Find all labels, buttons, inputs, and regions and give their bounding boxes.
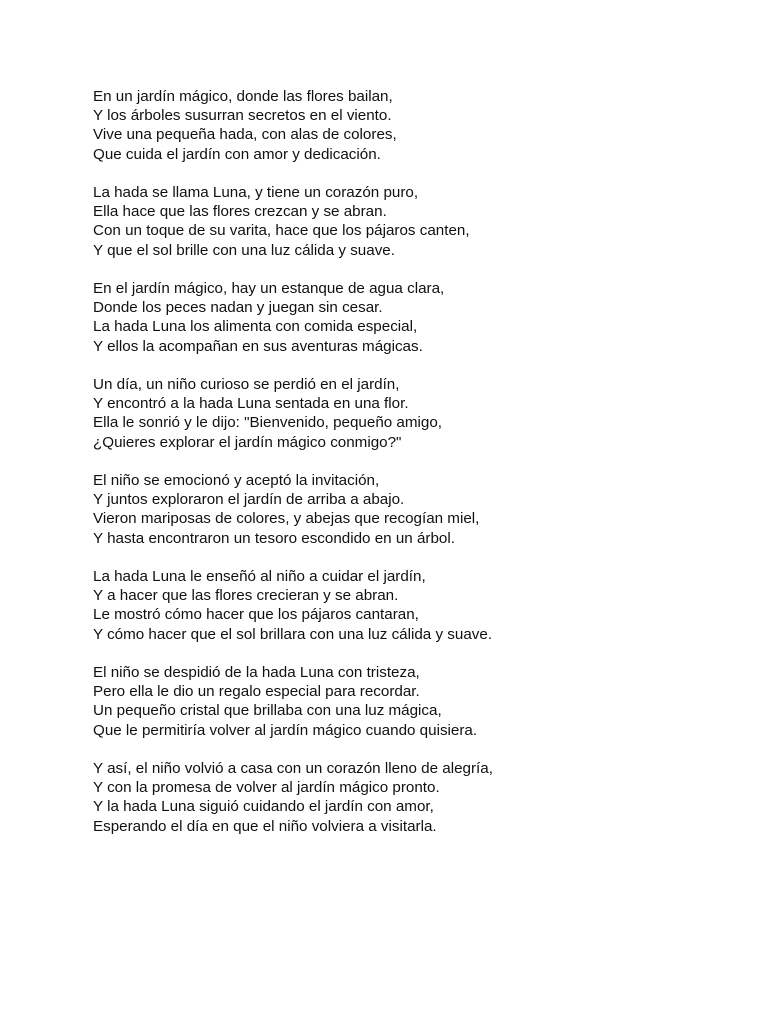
poem-line: La hada Luna le enseñó al niño a cuidar el jardín, [93, 568, 426, 585]
poem-body [93, 87, 713, 855]
poem-line: Le mostró cómo hacer que los pájaros cantaran, [93, 606, 419, 624]
poem-line: Un día, un niño curioso se perdió en el jardín, [93, 376, 400, 393]
poem-line: Que cuida el jardín con amor y dedicación. [93, 145, 381, 163]
stanza-8 [93, 759, 713, 836]
stanza-2 [93, 183, 713, 260]
poem-line: Y hasta encontraron un tesoro escondido en un árbol. [93, 529, 455, 547]
poem-line: Y la hada Luna siguió cuidando el jardín con amor, [93, 798, 434, 816]
poem-line: El niño se despidió de la hada Luna con tristeza, [93, 664, 420, 681]
poem-line: Y cómo hacer que el sol brillara con una luz cálida y suave. [93, 625, 493, 643]
poem-line: Un pequeño cristal que brillaba con una luz mágica, [93, 702, 442, 720]
poem-line: La hada Luna los alimenta con comida especial, [93, 318, 418, 336]
poem-line: Y con la promesa de volver al jardín mágico pronto. [93, 779, 440, 797]
stanza-7 [93, 663, 713, 740]
poem-line: En el jardín mágico, hay un estanque de agua clara, [93, 280, 445, 297]
stanza-3 [93, 279, 713, 356]
poem-line: Vive una pequeña hada, con alas de colores, [93, 126, 397, 144]
poem-line: Ella le sonrió y le dijo: "Bienvenido, pequeño amigo, [93, 414, 443, 432]
poem-line: El niño se emocionó y aceptó la invitación, [93, 472, 380, 489]
poem-line: Y los árboles susurran secretos en el viento. [93, 107, 392, 125]
poem-line: Y ellos la acompañan en sus aventuras mágicas. [93, 337, 423, 355]
poem-line: Y encontró a la hada Luna sentada en una flor. [93, 395, 409, 413]
poem-line: Y así, el niño volvió a casa con un corazón lleno de alegría, [93, 760, 493, 777]
poem-line: Y a hacer que las flores crecieran y se abran. [93, 587, 399, 605]
stanza-5 [93, 471, 713, 548]
poem-line: Esperando el día en que el niño volviera a visitarla. [93, 817, 437, 835]
poem-line: La hada se llama Luna, y tiene un corazón puro, [93, 184, 419, 201]
poem-line: Vieron mariposas de colores, y abejas que recogían miel, [93, 510, 480, 528]
poem-line: En un jardín mágico, donde las flores bailan, [93, 88, 393, 105]
poem-line: Y juntos exploraron el jardín de arriba a abajo. [93, 491, 405, 509]
poem-line: Con un toque de su varita, hace que los pájaros canten, [93, 222, 470, 240]
poem-line: Que le permitiría volver al jardín mágico cuando quisiera. [93, 721, 478, 739]
stanza-6 [93, 567, 713, 644]
stanza-4 [93, 375, 713, 452]
poem-line: Pero ella le dio un regalo especial para recordar. [93, 683, 420, 701]
poem-line: Donde los peces nadan y juegan sin cesar. [93, 299, 383, 317]
stanza-1 [93, 87, 713, 164]
poem-line: Ella hace que las flores crezcan y se abran. [93, 203, 387, 221]
poem-line: ¿Quieres explorar el jardín mágico conmigo?" [93, 433, 402, 451]
poem-line: Y que el sol brille con una luz cálida y suave. [93, 241, 395, 259]
